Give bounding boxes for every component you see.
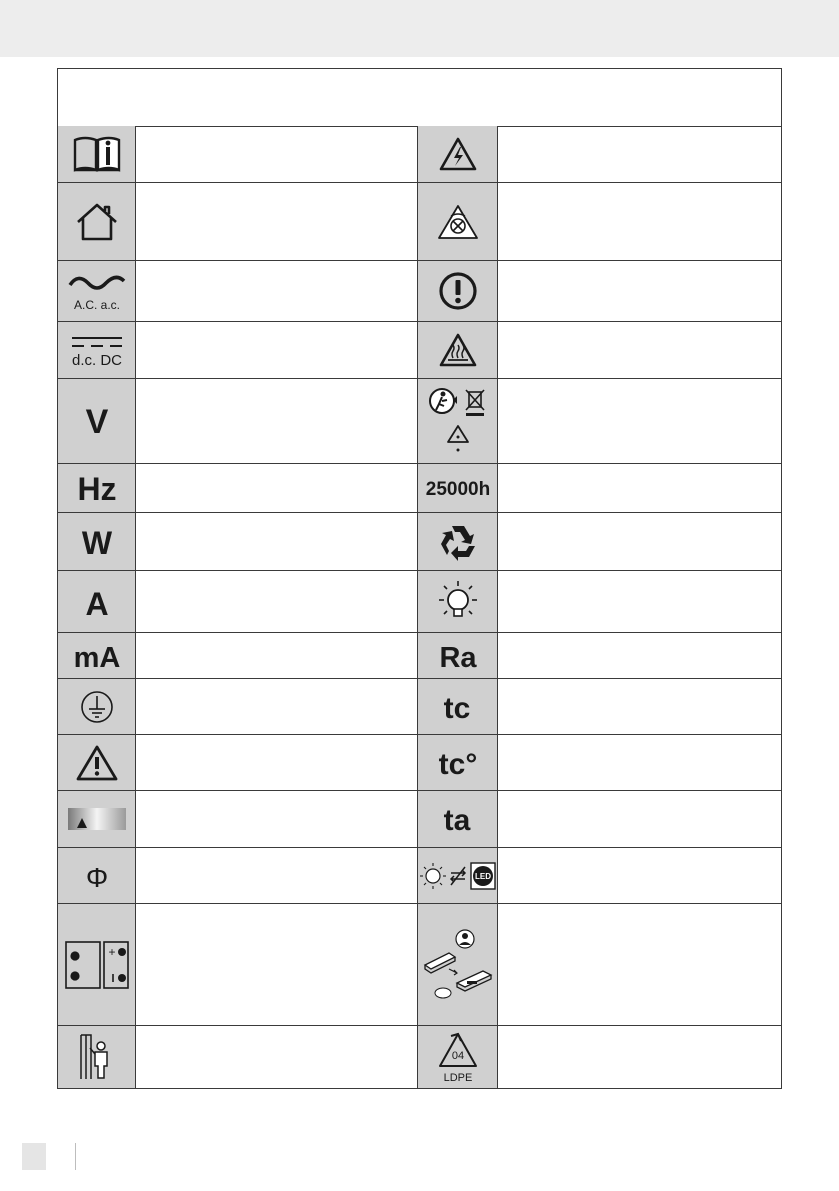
ldpe-code: 04 — [451, 1050, 464, 1062]
description-cell — [498, 791, 781, 847]
hot-surface-warning-icon — [438, 332, 478, 368]
description-cell — [136, 126, 418, 182]
hertz-icon — [67, 470, 127, 506]
volt-label: V — [85, 403, 108, 441]
symbol-cell — [418, 322, 498, 378]
symbol-cell — [418, 791, 498, 847]
symbol-cell — [58, 1026, 136, 1088]
symbol-cell — [418, 513, 498, 570]
description-cell — [136, 1026, 418, 1088]
table-row — [58, 464, 781, 513]
table-row — [58, 633, 781, 679]
table-row — [58, 791, 781, 848]
description-cell — [498, 322, 781, 378]
symbol-cell — [418, 735, 498, 790]
description-cell — [498, 513, 781, 570]
description-cell — [498, 261, 781, 321]
top-header-band — [0, 0, 839, 57]
disposal-recycling-icon — [426, 386, 490, 456]
ampere-label: A — [84, 585, 109, 620]
description-cell — [136, 261, 418, 321]
description-cell — [498, 1026, 781, 1088]
ambient-temperature-label: ta — [443, 804, 470, 836]
description-cell — [136, 904, 418, 1025]
page-number-box — [22, 1143, 46, 1170]
description-cell — [136, 848, 418, 903]
symbol-cell — [58, 679, 136, 734]
symbol-cell — [58, 322, 136, 378]
table-row — [58, 126, 781, 183]
symbol-cell — [418, 633, 498, 678]
led-label: LED — [474, 871, 491, 881]
colour-rendering-label: Ra — [438, 641, 477, 673]
footer-divider — [75, 1143, 76, 1170]
description-cell — [136, 735, 418, 790]
table-row — [58, 513, 781, 571]
symbol-cell — [58, 513, 136, 570]
electric-shock-warning-icon — [438, 136, 478, 172]
case-temperature-icon — [435, 690, 481, 724]
luminous-flux-icon — [77, 858, 117, 894]
luminous-flux-label: Φ — [85, 861, 108, 893]
symbol-cell — [58, 791, 136, 847]
indoor-use-house-icon — [74, 202, 120, 242]
description-cell — [136, 183, 418, 260]
volt-icon — [77, 401, 117, 441]
hertz-label: Hz — [76, 471, 117, 506]
symbol-cell — [418, 679, 498, 734]
led-not-replaceable-icon — [419, 861, 497, 891]
symbol-cell — [58, 261, 136, 321]
case-temperature-degree-label: tc° — [438, 747, 477, 780]
description-cell — [136, 379, 418, 463]
caution-triangle-icon — [75, 744, 119, 782]
description-cell — [498, 464, 781, 512]
table-row — [58, 1026, 781, 1088]
watt-icon — [74, 524, 120, 560]
symbol-cell — [418, 848, 498, 903]
description-cell — [498, 904, 781, 1025]
energy-class-scale-icon — [66, 804, 128, 834]
description-cell — [136, 322, 418, 378]
case-temperature-degree-icon — [430, 746, 486, 780]
symbol-cell — [418, 464, 498, 512]
symbol-cell — [58, 633, 136, 678]
table-header — [58, 69, 781, 127]
colour-rendering-icon — [428, 639, 488, 673]
symbol-cell — [58, 126, 136, 182]
lifetime-hours-icon — [420, 473, 496, 503]
ambient-temperature-icon — [435, 802, 481, 836]
symbol-cell — [58, 571, 136, 632]
table-row — [58, 735, 781, 791]
table-row — [58, 848, 781, 904]
symbol-cell — [418, 126, 498, 182]
ampere-icon — [77, 584, 117, 620]
ldpe-label: LDPE — [443, 1072, 472, 1084]
description-cell — [136, 791, 418, 847]
recycling-icon — [437, 522, 479, 562]
table-row — [58, 322, 781, 379]
description-cell — [498, 848, 781, 903]
table-row — [58, 571, 781, 633]
lifetime-hours-label: 25000h — [425, 479, 490, 500]
case-temperature-label: tc — [443, 691, 470, 724]
dc-label: d.c. DC — [71, 352, 122, 369]
table-row — [58, 261, 781, 322]
plus-label: + — [107, 944, 116, 959]
description-cell — [136, 679, 418, 734]
table-row — [58, 679, 781, 735]
symbol-cell — [418, 379, 498, 463]
direct-current-icon — [66, 330, 128, 370]
description-cell — [498, 126, 781, 182]
symbol-cell — [58, 904, 136, 1025]
symbol-cell — [58, 464, 136, 512]
symbol-cell — [58, 379, 136, 463]
symbol-cell — [418, 1026, 498, 1088]
battery-polarity-icon — [62, 938, 132, 992]
symbol-cell — [418, 261, 498, 321]
led-driver-replace-icon — [419, 927, 497, 1003]
milliampere-icon — [64, 639, 130, 673]
attention-exclamation-icon — [438, 271, 478, 311]
watt-label: W — [81, 524, 112, 560]
lamp-light-icon — [433, 579, 483, 625]
symbol-cell — [58, 848, 136, 903]
symbol-cell — [418, 904, 498, 1025]
table-row — [58, 183, 781, 261]
ac-label: A.C. a.c. — [73, 298, 120, 312]
table-row — [58, 904, 781, 1026]
symbol-cell — [58, 735, 136, 790]
ldpe-recycling-icon — [434, 1030, 482, 1084]
protective-earth-icon — [77, 687, 117, 727]
symbol-cell — [58, 183, 136, 260]
milliampere-label: mA — [73, 641, 120, 673]
description-cell — [136, 464, 418, 512]
description-cell — [498, 183, 781, 260]
symbol-cell — [418, 183, 498, 260]
description-cell — [136, 571, 418, 632]
alternating-current-icon — [64, 269, 130, 313]
description-cell — [498, 735, 781, 790]
symbol-cell — [418, 571, 498, 632]
description-cell — [136, 513, 418, 570]
symbol-legend-table — [57, 68, 782, 1089]
description-cell — [498, 633, 781, 678]
child-safety-icon — [77, 1032, 117, 1082]
description-cell — [498, 571, 781, 632]
table-row — [58, 379, 781, 464]
manual-book-info-icon — [71, 134, 123, 174]
no-dimmer-icon — [436, 203, 480, 241]
description-cell — [498, 679, 781, 734]
description-cell — [498, 379, 781, 463]
description-cell — [136, 633, 418, 678]
